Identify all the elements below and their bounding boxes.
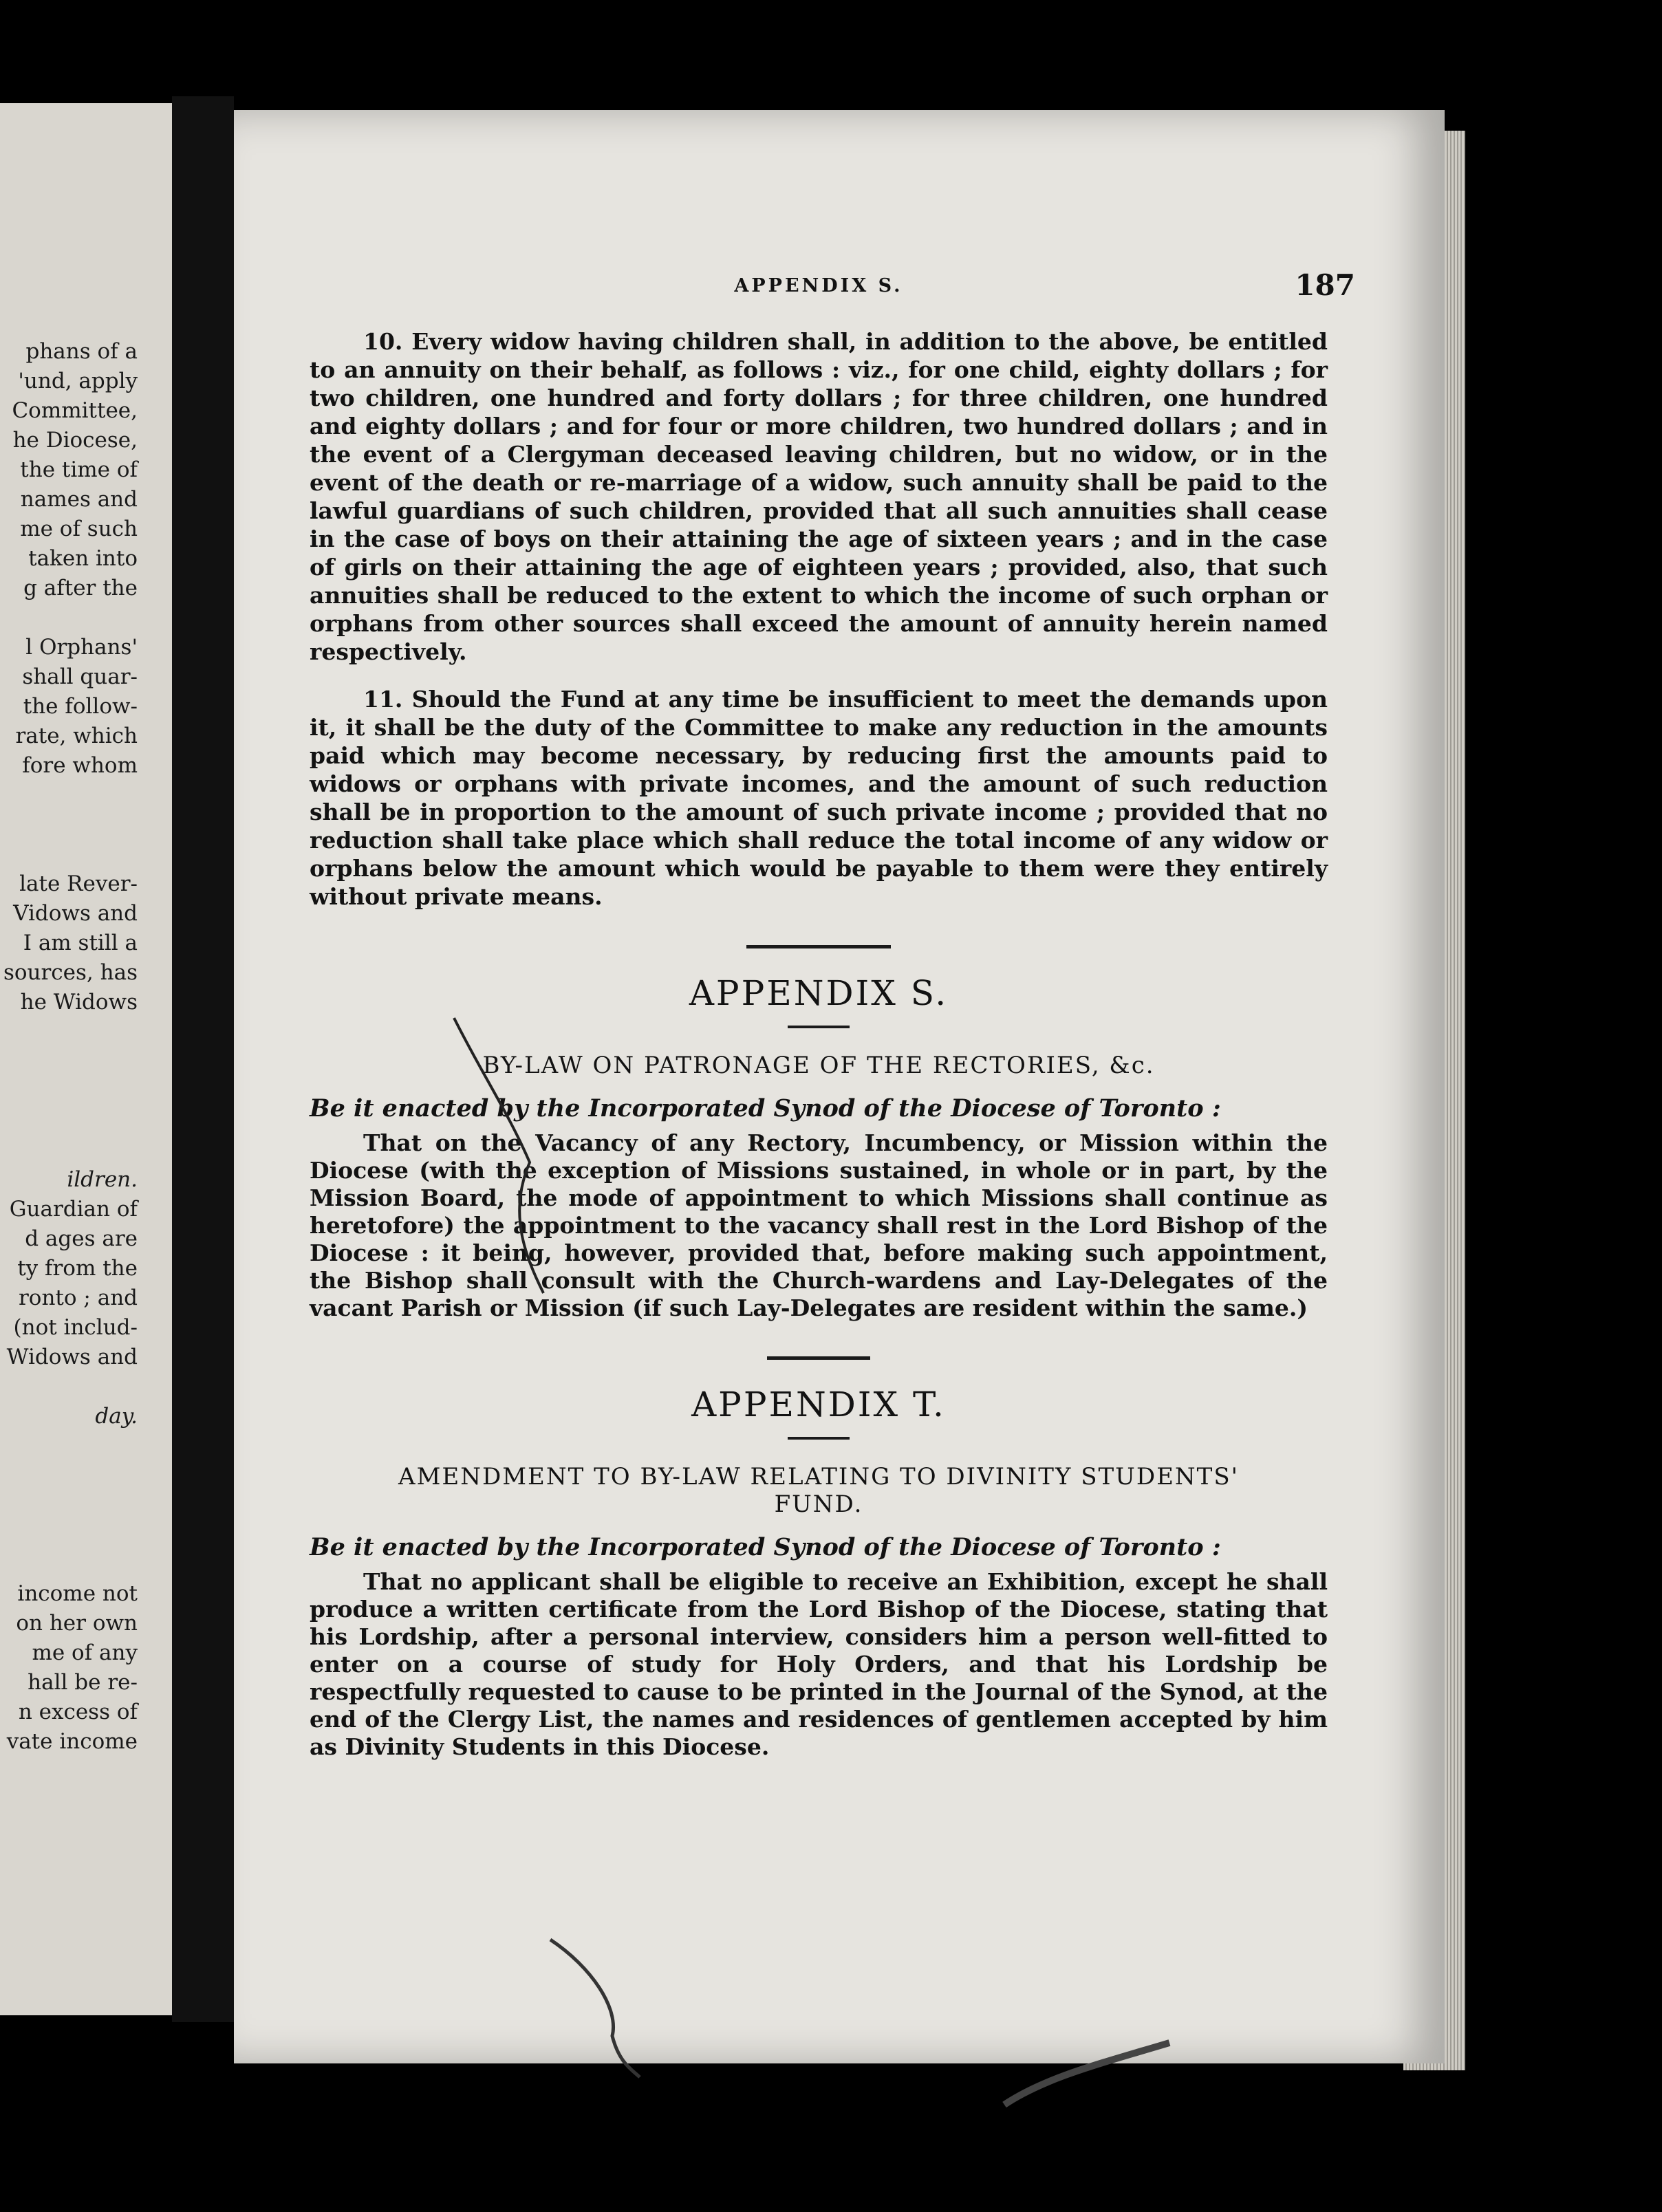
left-line — [3, 840, 138, 869]
appendix-t-body: That no applicant shall be eligible to receive an Exhibition, except he shall produce a written certificate from the Lord Bishop of the Diocese, stating that his Lordship, after a personal interview, considers him a person well-fitted to enter on a course of study for Holy Orders, and that his Lordship be respectfully requested to cause to be printed in the Journal of the Synod, at the end of the Clergy List, the names and residences of gentlemen accepted by him as Divinity Students in this Diocese. — [310, 1568, 1328, 1760]
left-page-text — [3, 337, 138, 1757]
right-page — [234, 110, 1445, 2063]
section-rule — [767, 1356, 870, 1360]
paragraph-11: 11. Should the Fund at any time be insufficient to meet the demands upon it, it shall be the duty of the Committee to make any reduction in the amounts paid which may become necessary, by reducing first the amounts paid to widows or orphans with private incomes, and the amount of such reduction shall be in proportion to the amount of such private income ; provided that no reduction shall take place which shall reduce the total income of any widow or orphans below the amount which would be payable to them were they entirely without private means. — [310, 686, 1328, 910]
title-rule — [788, 1026, 850, 1028]
left-line: Committee, — [12, 398, 138, 423]
appendix-s-title: APPENDIX S. — [689, 973, 949, 1013]
left-line: day. — [95, 1404, 138, 1429]
left-line — [3, 1136, 138, 1165]
left-line: ty from the — [17, 1256, 138, 1281]
left-line — [3, 781, 138, 810]
left-line: vate income — [6, 1729, 138, 1754]
title-rule — [788, 1437, 850, 1440]
appendix-t-title: APPENDIX T. — [691, 1385, 946, 1424]
left-line: fore whom — [22, 753, 138, 778]
page-content — [310, 268, 1355, 1761]
left-line: (not includ- — [13, 1315, 138, 1340]
left-line: income not — [17, 1581, 138, 1606]
left-line — [3, 1047, 138, 1076]
left-line: rate, which — [15, 724, 138, 748]
left-line: Widows and — [6, 1345, 138, 1369]
left-line — [3, 1490, 138, 1520]
left-line — [3, 1017, 138, 1047]
left-line: n excess of — [18, 1700, 138, 1724]
left-line: hall be re- — [28, 1670, 138, 1695]
left-line: late Rever- — [19, 871, 138, 896]
appendix-s-subtitle: BY-LAW ON PATRONAGE OF THE RECTORIES, &c. — [482, 1052, 1155, 1079]
left-line — [3, 1461, 138, 1490]
left-line: Vidows and — [13, 901, 138, 926]
paragraph-10: 10. Every widow having children shall, in addition to the above, be entitled to an annuity on their behalf, as follows : viz., for one child, eighty dollars ; for two children, one hundred and forty dollars ; for three children, one hundred and eighty dollars ; and for four or more children, two hundred dollars ; and in the event of a Clergyman deceased leaving children, but no widow, or in the event of the death or re-marriage of a widow, such annuity shall be paid to the lawful guardians of such children, provided that all such annuities shall cease in the case of boys on their attaining the age of sixteen years ; and in the case of girls on their attaining the age of eighteen years ; provided, also, that such annuities shall be reduced to the extent to which the income of such orphan or orphans from other sources shall exceed the amount of annuity herein named respectively. — [310, 328, 1328, 665]
left-line: I am still a — [23, 931, 138, 955]
left-line — [3, 1431, 138, 1461]
left-line — [3, 1106, 138, 1136]
left-line — [3, 810, 138, 840]
left-line: names and — [20, 487, 138, 512]
left-line: on her own — [16, 1611, 138, 1636]
left-line: g after the — [23, 576, 138, 600]
left-facing-page — [0, 103, 172, 2015]
left-line: taken into — [28, 546, 138, 571]
book-gutter — [172, 96, 234, 2022]
appendix-t-enactment: Be it enacted by the Incorporated Synod of the Diocese of Toronto : — [310, 1533, 1221, 1561]
left-line — [3, 1550, 138, 1579]
left-line: the time of — [20, 457, 138, 482]
left-line: 'und, apply — [18, 369, 138, 393]
left-line: ronto ; and — [18, 1286, 138, 1310]
running-head — [310, 268, 1355, 310]
left-line: me of any — [32, 1640, 138, 1665]
left-line — [3, 603, 138, 633]
appendix-s-body: That on the Vacancy of any Rectory, Incumbency, or Mission within the Diocese (with the exception of Missions sustained, in whole or in part, by the Mission Board, the mode of appointment to which Missions shall continue as heretofore) the appointment to the vacancy shall rest in the Lord Bishop of the Diocese : it being, however, provided that, before making such appointment, the Bishop shall consult with the Church-wardens and Lay-Delegates of the vacant Parish or Mission (if such Lay-Delegates are resident within the same.) — [310, 1129, 1328, 1321]
left-line: shall quar- — [22, 664, 138, 689]
left-line: he Diocese, — [12, 428, 138, 453]
appendix-s-enactment: Be it enacted by the Incorporated Synod of the Diocese of Toronto : — [310, 1094, 1221, 1123]
left-line: Guardian of — [9, 1197, 138, 1222]
page-number: 187 — [1295, 268, 1355, 302]
running-head-title: APPENDIX S. — [734, 275, 903, 296]
appendix-t-subtitle-line1: AMENDMENT TO BY-LAW RELATING TO DIVINITY STUDENTS' — [398, 1463, 1239, 1490]
left-line: l Orphans' — [25, 635, 138, 660]
left-line: ildren. — [67, 1167, 138, 1192]
left-line — [3, 1520, 138, 1550]
section-rule — [746, 945, 891, 948]
left-line: me of such — [20, 517, 138, 541]
left-line — [3, 1076, 138, 1106]
left-line: sources, has — [3, 960, 138, 985]
left-line: phans of a — [25, 339, 138, 364]
left-line: he Widows — [20, 990, 138, 1015]
left-line: d ages are — [25, 1226, 138, 1251]
appendix-t-subtitle-line2: FUND. — [774, 1490, 863, 1518]
left-line — [3, 1372, 138, 1402]
left-line: the follow- — [23, 694, 138, 719]
